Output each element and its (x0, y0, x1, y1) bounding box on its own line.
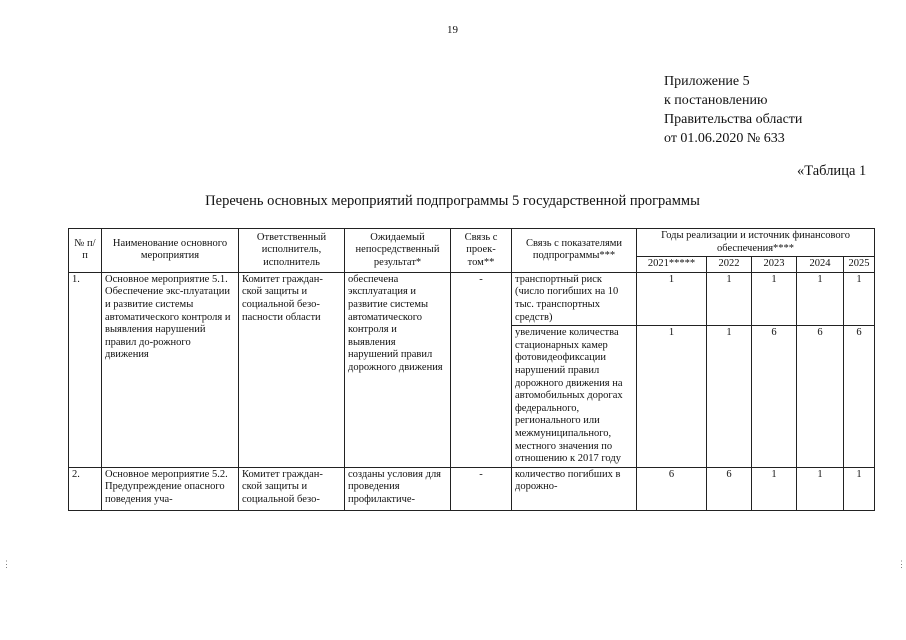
header-row (69, 229, 875, 257)
header-link-project: Связь с проек-том** (451, 229, 512, 273)
document-title: Перечень основных мероприятий подпрограммы 5 государственной программы (205, 193, 700, 209)
link-project: - (451, 272, 512, 467)
year-value: 1 (707, 326, 752, 468)
indicator-text: увеличение количества стационарных камер фотовидеофиксации нарушений правил дорожного движения на автомобильных дорогах федерального, регионального или межмуниципального, местного значения по отношению к 2017 году (512, 326, 637, 468)
table-row (69, 272, 875, 325)
scan-edge-mark-right: ⋮ (897, 559, 906, 569)
page-number: 19 (447, 24, 458, 36)
appendix-line-1: Приложение 5 (664, 74, 750, 89)
header-year: 2024 (797, 257, 844, 273)
activities-table (68, 228, 875, 511)
responsible-executor: Комитет граждан-ской защиты и социальной безо- (239, 467, 345, 510)
header-year: 2025 (844, 257, 875, 273)
link-project: - (451, 467, 512, 510)
header-expected: Ожидаемый непосредственный результат* (345, 229, 451, 273)
year-value: 1 (797, 272, 844, 325)
year-value: 6 (797, 326, 844, 468)
year-value: 1 (637, 326, 707, 468)
header-name: Наименование основного мероприятия (102, 229, 239, 273)
header-year: 2023 (752, 257, 797, 273)
year-value: 1 (752, 467, 797, 510)
header-years-group: Годы реализации и источник финансового обеспечения**** (637, 229, 875, 257)
header-year: 2021***** (637, 257, 707, 273)
year-value: 1 (637, 272, 707, 325)
expected-result: созданы условия для проведения профилактиче- (345, 467, 451, 510)
year-value: 1 (707, 272, 752, 325)
year-value: 1 (797, 467, 844, 510)
appendix-line-3: Правительства области (664, 112, 803, 127)
header-num: № п/п (69, 229, 102, 273)
year-value: 6 (844, 326, 875, 468)
row-number: 1. (69, 272, 102, 467)
indicator-text: количество погибших в дорожно- (512, 467, 637, 510)
row-number: 2. (69, 467, 102, 510)
year-value: 6 (752, 326, 797, 468)
table-row (69, 467, 875, 510)
activity-name: Основное мероприятие 5.2. Предупреждение опасного поведения уча- (102, 467, 239, 510)
header-year: 2022 (707, 257, 752, 273)
activity-name: Основное мероприятие 5.1. Обеспечение экс-плуатации и развитие системы автоматического контроля и выявления нарушений правил до-рожного движения (102, 272, 239, 467)
header-link-indicators: Связь с показателями подпрограммы*** (512, 229, 637, 273)
scan-edge-mark-left: ⋮ (2, 559, 11, 569)
year-value: 1 (844, 467, 875, 510)
header-responsible: Ответственный исполнитель, исполнитель (239, 229, 345, 273)
appendix-line-4: от 01.06.2020 № 633 (664, 131, 785, 146)
table-reference: «Таблица 1 (797, 163, 867, 179)
responsible-executor: Комитет граждан-ской защиты и социальной безо-пасности области (239, 272, 345, 467)
appendix-line-2: к постановлению (664, 93, 768, 108)
expected-result: обеспечена эксплуатация и развитие системы автоматического контроля и выявления нарушений правил дорожного движения (345, 272, 451, 467)
year-value: 1 (752, 272, 797, 325)
appendix-block (664, 72, 802, 148)
year-value: 6 (637, 467, 707, 510)
indicator-text: транспортный риск (число погибших на 10 тыс. транспортных средств) (512, 272, 637, 325)
year-value: 1 (844, 272, 875, 325)
year-value: 6 (707, 467, 752, 510)
